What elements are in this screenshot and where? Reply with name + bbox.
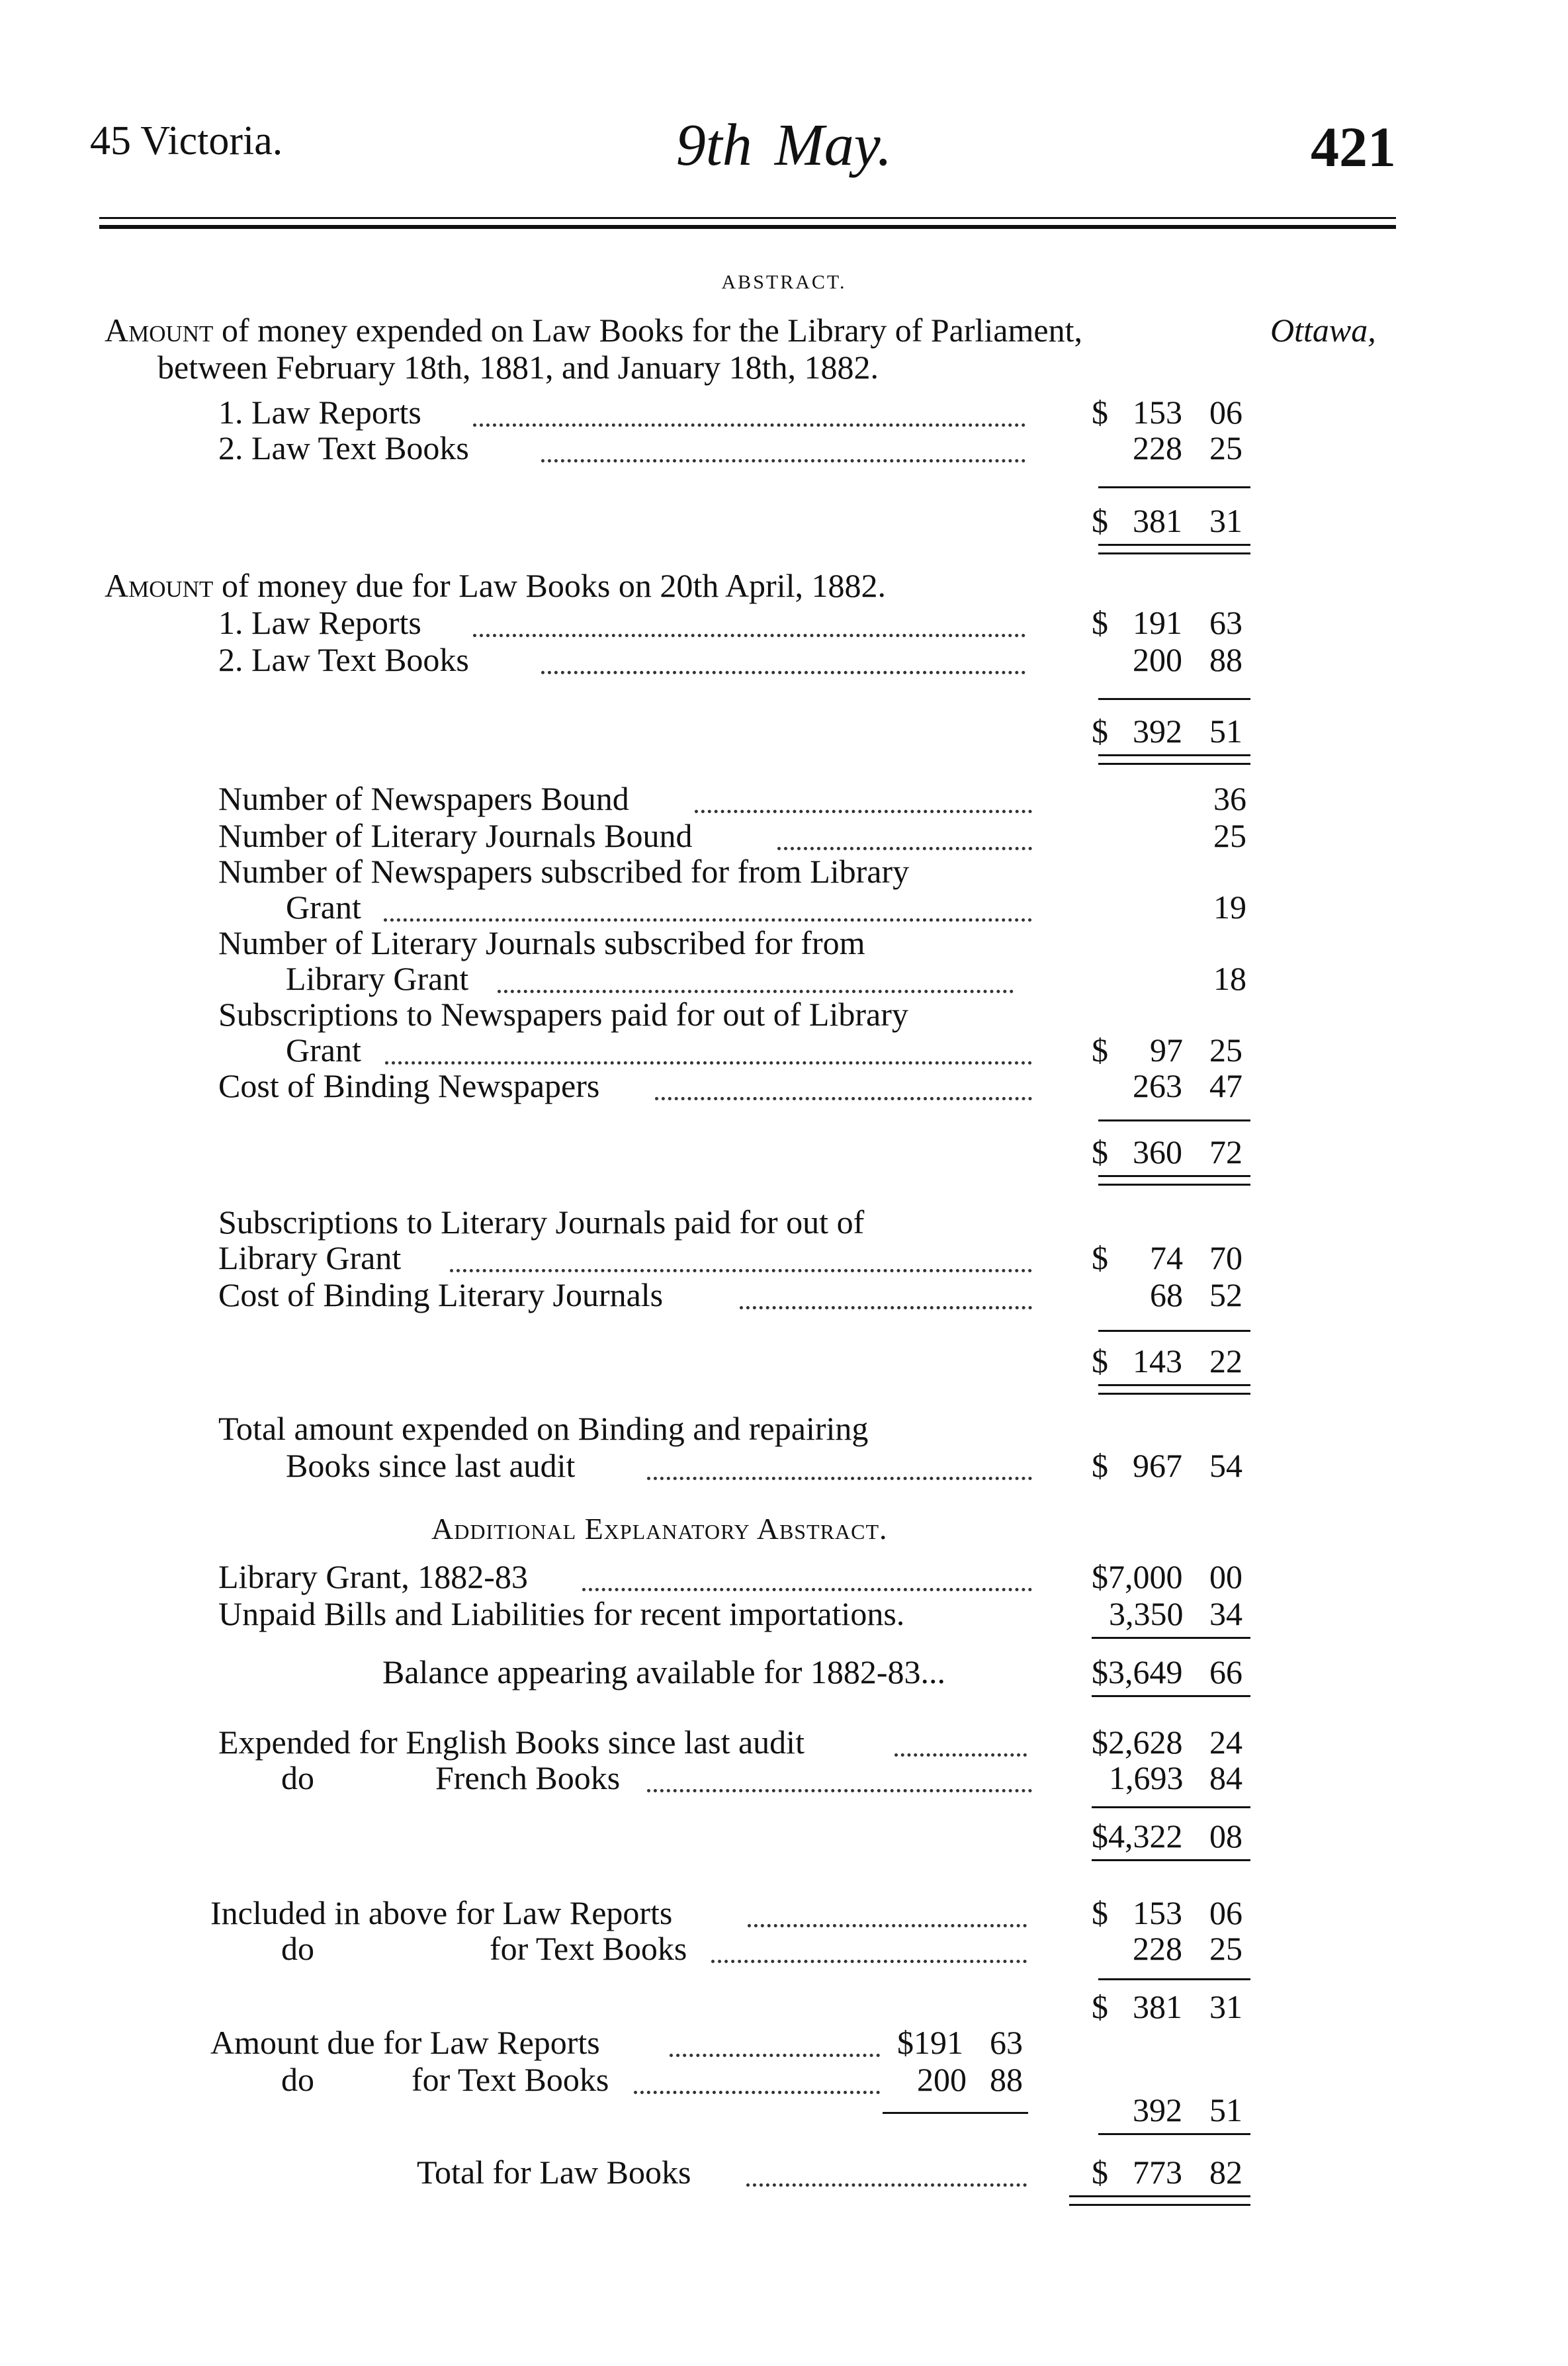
newspaper-subscriptions-amount xyxy=(1092,1031,1242,1069)
newspaper-total xyxy=(1092,1133,1242,1171)
binding-total-label-cont: Books since last audit xyxy=(286,1447,576,1484)
sum-rule xyxy=(1098,486,1250,488)
leader-dots xyxy=(498,990,1014,993)
amount-cents: 52 xyxy=(1209,1276,1242,1313)
dollar-sign: $ xyxy=(1092,1239,1108,1276)
total-double-rule xyxy=(1069,2195,1250,2206)
amount-dollars: 200 xyxy=(917,2061,967,2098)
due-law-reports-amount xyxy=(897,2023,1023,2062)
date-day: 9th xyxy=(675,112,752,178)
included-law-reports-amount xyxy=(1092,1894,1242,1932)
leader-dots xyxy=(450,1269,1032,1272)
binding-total-label: Total amount expended on Binding and repairing xyxy=(218,1410,869,1447)
count-journals-subscribed-cont: Library Grant xyxy=(286,960,469,997)
dollar-sign: $ xyxy=(1092,1031,1108,1069)
journal-binding: Cost of Binding Literary Journals xyxy=(218,1276,664,1313)
amount-dollars: 97 xyxy=(1150,1031,1183,1069)
included-text-books-amount xyxy=(1133,1929,1242,1968)
due-total-amount xyxy=(1133,2091,1242,2129)
amount-dollars: 967 xyxy=(1133,1447,1182,1484)
sum-rule xyxy=(1092,1859,1250,1861)
count-newspapers-subscribed: Number of Newspapers subscribed for from Library xyxy=(218,853,910,890)
amount-dollars: $7,000 xyxy=(1092,1558,1183,1595)
amount-cents: 34 xyxy=(1209,1595,1242,1632)
amount-dollars: 200 xyxy=(1133,641,1182,678)
s1-amount-law-reports xyxy=(1092,393,1242,431)
amount-cents: 25 xyxy=(1209,1930,1242,1967)
amount-dollars: 228 xyxy=(1133,429,1182,466)
amount-dollars: 153 xyxy=(1133,394,1182,431)
amount-dollars: 381 xyxy=(1133,502,1182,539)
balance-amount xyxy=(1092,1653,1242,1691)
date-month: May. xyxy=(774,112,893,178)
amount-dollars: $3,649 xyxy=(1092,1653,1183,1690)
s2-amount-law-text-books xyxy=(1133,640,1242,679)
count-journals-bound: Number of Literary Journals Bound xyxy=(218,817,693,854)
abstract-heading: ABSTRACT. xyxy=(721,271,847,293)
section1-intro-place: Ottawa, xyxy=(1270,312,1376,349)
newspaper-subscriptions-cont: Grant xyxy=(286,1031,361,1069)
included-law-reports-label: Included in above for Law Reports xyxy=(210,1894,673,1931)
amount-dollars: $2,628 xyxy=(1092,1724,1183,1761)
section1-intro xyxy=(105,311,1082,349)
dollar-sign: $ xyxy=(1092,1447,1108,1484)
s1-total xyxy=(1092,502,1242,540)
amount-cents: 25 xyxy=(1209,1031,1242,1069)
total-double-rule xyxy=(1098,544,1250,554)
newspaper-subscriptions: Subscriptions to Newspapers paid for out of Library xyxy=(218,996,908,1033)
library-grant-amount xyxy=(1092,1557,1242,1596)
leader-dots xyxy=(541,671,1025,674)
amount-cents: 66 xyxy=(1209,1653,1242,1690)
amount-dollars: 360 xyxy=(1133,1133,1182,1170)
count-value: 36 xyxy=(1213,780,1246,817)
amount-dollars: 143 xyxy=(1133,1342,1182,1380)
amount-cents: 63 xyxy=(1209,604,1242,641)
amount-cents: 00 xyxy=(1209,1558,1242,1595)
leader-dots xyxy=(582,1588,1032,1591)
included-total-amount xyxy=(1092,1988,1242,2026)
session-label: 45 Victoria. xyxy=(90,118,283,163)
sum-rule xyxy=(883,2112,1028,2114)
leader-dots xyxy=(777,847,1032,850)
count-value: 25 xyxy=(1213,817,1246,854)
leader-dots xyxy=(746,2183,1027,2187)
french-books-amount xyxy=(1109,1759,1242,1797)
count-journals-subscribed: Number of Literary Journals subscribed for from xyxy=(218,924,865,961)
journal-subscriptions-cont: Library Grant xyxy=(218,1239,402,1276)
leader-dots xyxy=(473,634,1025,637)
amount-dollars: 228 xyxy=(1133,1930,1182,1967)
header-rule-thick xyxy=(99,225,1396,229)
sum-rule xyxy=(1098,1330,1250,1332)
journal-subscriptions-amount xyxy=(1092,1239,1242,1277)
amount-dollars: 773 xyxy=(1133,2154,1182,2191)
amount-cents: 54 xyxy=(1209,1447,1242,1484)
additional-heading: Additional Explanatory Abstract. xyxy=(431,1512,888,1546)
leader-dots xyxy=(670,2054,880,2057)
amount-dollars: 263 xyxy=(1133,1067,1182,1104)
dollar-sign: $ xyxy=(1092,1342,1108,1380)
amount-cents: 82 xyxy=(1209,2154,1242,2191)
amount-cents: 22 xyxy=(1209,1342,1242,1380)
amount-cents: 88 xyxy=(990,2061,1023,2098)
amount-cents: 24 xyxy=(1209,1724,1242,1761)
leader-dots xyxy=(748,1924,1027,1927)
due-text-books-amount xyxy=(917,2060,1023,2099)
sum-rule xyxy=(1098,1119,1250,1121)
total-double-rule xyxy=(1098,1384,1250,1395)
page-number: 421 xyxy=(1311,115,1396,179)
section1-intro-lead: Amount xyxy=(105,312,214,349)
leader-dots xyxy=(541,459,1025,462)
dollar-sign: $ xyxy=(1092,2154,1108,2191)
s2-item-law-reports: 1. Law Reports xyxy=(218,604,421,641)
leader-dots xyxy=(647,1789,1032,1792)
ditto-mark: do xyxy=(281,1759,314,1796)
binding-total-amount xyxy=(1092,1446,1242,1485)
section1-intro-rest: of money expended on Law Books for the Library of Parliament, xyxy=(213,312,1082,349)
dollar-sign: $ xyxy=(1092,1988,1108,2025)
sum-rule xyxy=(1092,1637,1250,1639)
total-double-rule xyxy=(1098,754,1250,765)
leader-dots xyxy=(894,1753,1027,1757)
section2-intro xyxy=(105,566,886,605)
header-rule-thin xyxy=(99,217,1396,219)
amount-cents: 47 xyxy=(1209,1067,1242,1104)
amount-dollars: 392 xyxy=(1133,713,1182,750)
amount-cents: 51 xyxy=(1209,2091,1242,2128)
total-law-books-label: Total for Law Books xyxy=(417,2154,691,2191)
amount-dollars: 3,350 xyxy=(1109,1595,1184,1632)
amount-dollars: $191 xyxy=(897,2024,963,2061)
journal-total xyxy=(1092,1342,1242,1380)
included-text-books-label: for Text Books xyxy=(490,1930,687,1967)
dollar-sign: $ xyxy=(1092,604,1108,641)
leader-dots xyxy=(647,1477,1032,1480)
amount-dollars: 1,693 xyxy=(1109,1759,1184,1796)
amount-cents: 51 xyxy=(1209,713,1242,750)
amount-cents: 31 xyxy=(1209,1988,1242,2025)
dollar-sign: $ xyxy=(1092,394,1108,431)
amount-cents: 70 xyxy=(1209,1239,1242,1276)
section2-intro-rest: of money due for Law Books on 20th April, 1882. xyxy=(213,567,886,604)
journal-subscriptions: Subscriptions to Literary Journals paid for out of xyxy=(218,1204,865,1241)
balance-label: Balance appearing available for 1882-83... xyxy=(382,1653,946,1690)
newspaper-binding: Cost of Binding Newspapers xyxy=(218,1067,600,1104)
amount-cents: 63 xyxy=(990,2024,1023,2061)
amount-cents: 84 xyxy=(1209,1759,1242,1796)
unpaid-bills-amount xyxy=(1109,1595,1242,1633)
total-double-rule xyxy=(1098,1175,1250,1186)
count-value: 19 xyxy=(1213,889,1246,926)
due-text-books-label: for Text Books xyxy=(412,2061,609,2098)
dollar-sign: $ xyxy=(1092,502,1108,539)
leader-dots xyxy=(711,1960,1027,1963)
s1-amount-law-text-books xyxy=(1133,429,1242,467)
amount-cents: 25 xyxy=(1209,429,1242,466)
leader-dots xyxy=(384,918,1032,922)
leader-dots xyxy=(695,810,1032,813)
books-total-amount xyxy=(1092,1817,1242,1855)
amount-dollars: 381 xyxy=(1133,1988,1182,2025)
amount-cents: 06 xyxy=(1209,1894,1242,1931)
leader-dots xyxy=(740,1306,1032,1309)
english-books-label: Expended for English Books since last audit xyxy=(218,1724,805,1761)
s2-total xyxy=(1092,712,1242,750)
amount-dollars: 191 xyxy=(1133,604,1182,641)
sum-rule xyxy=(1092,1695,1250,1697)
english-books-amount xyxy=(1092,1723,1242,1761)
unpaid-bills-label: Unpaid Bills and Liabilities for recent importations. xyxy=(218,1595,905,1632)
dollar-sign: $ xyxy=(1092,1133,1108,1170)
sum-rule xyxy=(1098,1978,1250,1980)
s2-item-law-text-books: 2. Law Text Books xyxy=(218,641,469,678)
section1-intro-line2: between February 18th, 1881, and January 18th, 1882. xyxy=(157,349,879,386)
count-newspapers-bound: Number of Newspapers Bound xyxy=(218,780,629,817)
leader-dots xyxy=(634,2091,880,2094)
library-grant-label: Library Grant, 1882-83 xyxy=(218,1558,528,1595)
leader-dots xyxy=(385,1061,1032,1065)
dollar-sign: $ xyxy=(1092,1894,1108,1931)
total-law-books-amount xyxy=(1092,2153,1242,2191)
leader-dots xyxy=(655,1097,1032,1100)
newspaper-binding-amount xyxy=(1133,1067,1242,1105)
section2-intro-lead: Amount xyxy=(105,567,214,604)
ditto-mark: do xyxy=(281,1930,314,1967)
amount-dollars: 74 xyxy=(1150,1239,1183,1276)
amount-cents: 88 xyxy=(1209,641,1242,678)
sum-rule xyxy=(1098,2133,1250,2135)
french-books-label: French Books xyxy=(435,1759,621,1796)
amount-cents: 31 xyxy=(1209,502,1242,539)
count-newspapers-subscribed-cont: Grant xyxy=(286,889,361,926)
s1-item-law-text-books: 2. Law Text Books xyxy=(218,429,469,466)
dollar-sign: $ xyxy=(1092,713,1108,750)
leader-dots xyxy=(473,423,1025,427)
ditto-mark: do xyxy=(281,2061,314,2098)
amount-cents: 08 xyxy=(1209,1818,1242,1855)
amount-cents: 06 xyxy=(1209,394,1242,431)
journal-binding-amount xyxy=(1150,1276,1242,1314)
count-value: 18 xyxy=(1213,960,1246,997)
s2-amount-law-reports xyxy=(1092,603,1242,642)
amount-dollars: 68 xyxy=(1150,1276,1183,1313)
amount-dollars: $4,322 xyxy=(1092,1818,1183,1855)
amount-dollars: 392 xyxy=(1133,2091,1182,2128)
sum-rule xyxy=(1098,698,1250,700)
s1-item-law-reports: 1. Law Reports xyxy=(218,394,421,431)
due-law-reports-label: Amount due for Law Reports xyxy=(210,2024,600,2061)
sum-rule xyxy=(1092,1806,1250,1808)
amount-cents: 72 xyxy=(1209,1133,1242,1170)
amount-dollars: 153 xyxy=(1133,1894,1182,1931)
